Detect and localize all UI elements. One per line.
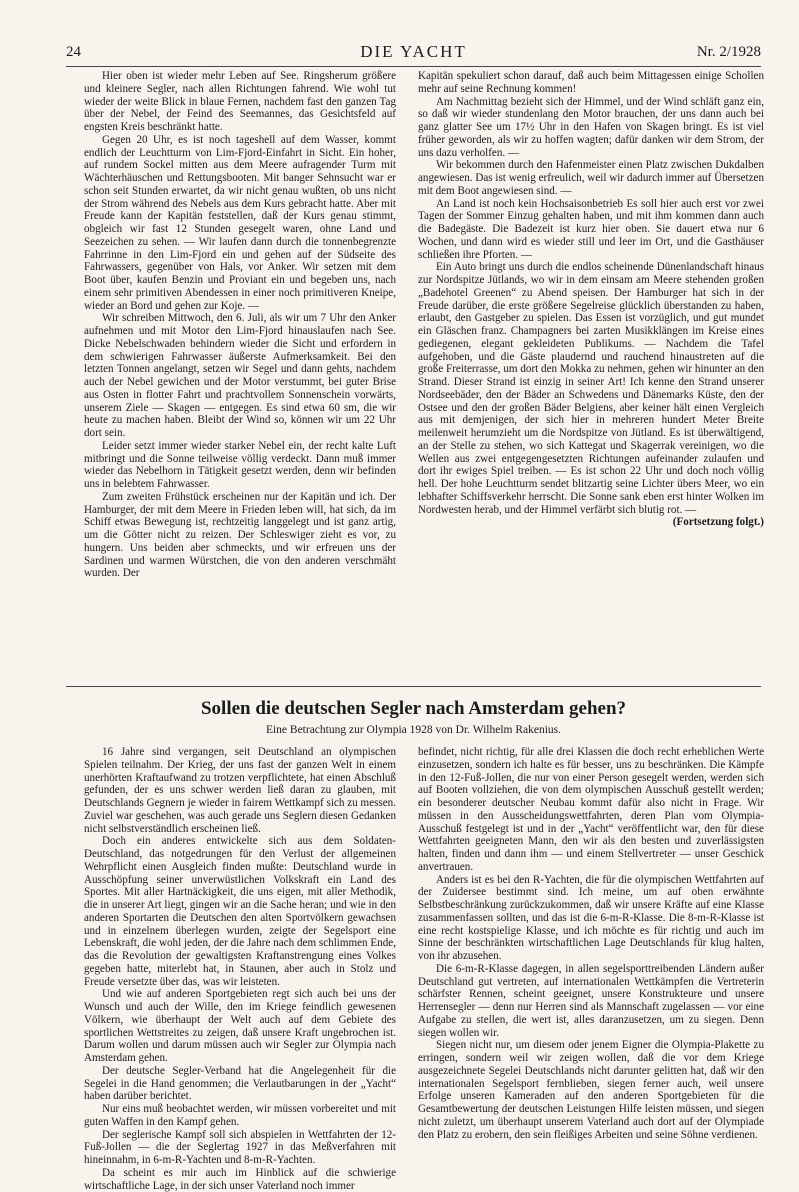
paragraph: Da scheint es mir auch im Hinblick auf die schwierige wirtschaftliche Lage, in der sich unser Vaterland noch immer bbox=[84, 1166, 396, 1192]
paragraph: Am Nachmittag bezieht sich der Himmel, und der Wind schläft ganz ein, so daß wir wieder stundenlang den Motor brauchen, der uns dann auch bei ganz glatter See um 17½ Uhr in den Hafen von Skagen bringt. Es ist viel früher geworden, als wir zu hoffen wagten; dafür danken wir dem Strom, der uns dazu verholfen. — bbox=[418, 95, 764, 159]
top-right-column bbox=[418, 70, 764, 676]
paragraph: Anders ist es bei den R-Yachten, die für die olympischen Wettfahrten auf der Zuidersee bestimmt sind. Ich meine, um auf oben erwähnte Selbstbeschränkung zurückzukommen, daß wir unsere Kräfte auf eine Klasse zusammenfassen sollten, und das ist die 6-m-R-Klasse. Die 8-m-R-Klasse ist eine recht kostspielige Klasse, und ich möchte es für richtig und auch im Sinne der beschränkten wirtschaftlichen Lage Deutschlands für klug halten, von ihr abzusehen. bbox=[418, 873, 764, 962]
header-rule bbox=[66, 66, 761, 67]
paragraph: befindet, nicht richtig, für alle drei Klassen die doch recht erheblichen Werte einzusetzen, sondern ich halte es für besser, uns zu beschränken. Die Kämpfe in den 12-Fuß-Jollen, die nur von einer Person gesegelt werden, werden sich auf Booten vollziehen, die von dem olympischen Ausschuß gestellt werden; ein besonderer deutscher Neubau kommt dafür also nicht in Frage. Wir müssen in den Ausscheidungswettfahrten, deren Plan vom Olympia-Ausschuß festgelegt ist und in der „Yacht“ veröffentlicht war, den für diese Wettfahrten geeigneten Mann, den wir als den besten und zuverlässigsten halten, finden und dann ihm — und einem Stellvertreter — unser Geschick anvertrauen. bbox=[418, 746, 764, 873]
paragraph: Leider setzt immer wieder starker Nebel ein, der recht kalte Luft mitbringt und die Sonne teilweise völlig verdeckt. Dann muß immer wieder das Nebelhorn in Tätigkeit gesetzt werden, denn wir befinden uns in belebtem Fahrwasser. bbox=[84, 439, 396, 490]
article-subtitle: Eine Betrachtung zur Olympia 1928 von Dr. Wilhelm Rakenius. bbox=[265, 724, 562, 736]
paragraph: Wir bekommen durch den Hafenmeister einen Platz zwischen Dukdalben angewiesen. Das ist wenig erfreulich, weil wir dadurch immer auf Übersetzen mit dem Boot angewiesen sind. — bbox=[418, 159, 764, 197]
bottom-right-column bbox=[418, 746, 764, 1141]
page-number: 24 bbox=[66, 44, 81, 60]
page-header bbox=[66, 40, 761, 66]
paragraph: Gegen 20 Uhr, es ist noch tageshell auf dem Wasser, kommt endlich der Leuchtturm von Lim-Fjord-Einfahrt in Sicht. Ein hoher, auf rundem Sockel mitten aus dem Meere aufragender Turm mit Wächterhäuschen und Rettungsbooten. Mit banger Sehnsucht war er schon seit Stunden erwartet, da wir nicht genau wußten, ob uns nicht der Strom während des Nebels aus dem Kurs gebracht hatte. Aber mit Freude kann der Kapitän feststellen, daß der Kurs genau stimmt, obgleich wir fast 12 Stunden gesegelt waren, ohne Land und Seezeichen zu sehen. — Wir laufen dann durch die tonnenbegrenzte Fahrrinne in den Lim-Fjord ein und gehen auf der Südseite des Fahrwassers, gegenüber von Hals, vor Anker. Wir setzen mit dem Boot über, kaufen Benzin und Proviant ein und begeben uns, nach einem sehr primitiven Abendessen in einer noch primitiveren Kneipe, wieder an Bord und gehen zur Koje. — bbox=[84, 133, 396, 312]
paragraph: Zum zweiten Frühstück erscheinen nur der Kapitän und ich. Der Hamburger, der mit dem Meere in Frieden leben will, hat sich, da im Schiff etwas Bewegung ist, rechtzeitig langgelegt und ist ganz artig, um die Götter nicht zu reizen. Der Schleswiger zieht es vor, zu hungern. Uns beiden aber schmeckts, und wir erfreuen uns der Sardinen und warmen Würstchen, die von den anderen verschmäht wurden. Der bbox=[84, 490, 396, 580]
continuation-note: (Fortsetzung folgt.) bbox=[672, 516, 764, 529]
paragraph: Der seglerische Kampf soll sich abspielen in Wettfahrten der 12-Fuß-Jollen — die der Seglertag 1927 in das Meßverfahren mit hineinnahm, in 6-m-R-Yachten und 8-m-R-Yachten. bbox=[84, 1128, 396, 1166]
paragraph: Die 6-m-R-Klasse dagegen, in allen segelsporttreibenden Ländern außer Deutschland gut vertreten, auf internationalen Wettkämpfen die Vertreterin schärfster Rennen, scheint geeignet, unsere Konstrukteure und unsere Herrensegler — denn nur Herren sind als Mannschaft zugelassen — vor eine Aufgabe zu stellen, die wert ist, alles daranzusetzen, um zu siegen. Denn siegen wollen wir. bbox=[418, 962, 764, 1039]
paragraph: Der deutsche Segler-Verband hat die Angelegenheit für die Segelei in die Hand genommen; die Verlautbarungen in der „Yacht“ haben darüber berichtet. bbox=[84, 1064, 396, 1103]
paragraph: Hier oben ist wieder mehr Leben auf See. Ringsherum größere und kleinere Segler, nach allen Richtungen fahrend. Wie wohl tut wieder der weite Blick in blaue Fernen, nachdem fast den ganzen Tag über der Nebel, der Feind des Seemannes, das Gesichtsfeld auf engsten Kreis beschränkt hatte. bbox=[84, 70, 396, 133]
paragraph: Ein Auto bringt uns durch die endlos scheinende Dünenlandschaft hinaus zur Nordspitze Jütlands, wo wir in dem einsam am Meere stehenden großen „Badehotel Greenen“ zu Abend speisen. Der Hamburger hat sich in der Freude darüber, die erste größere Segelreise glücklich überstanden zu haben, erlaubt, den Gastgeber zu spielen. Das Essen ist vorzüglich, und gut mundet ein Gläschen franz. Champagners bei zarten Musikklängen im Kreise eines gediegenen, elegant gekleideten Publikums. — Nachdem die Tafel aufgehoben, und die Gäste plaudernd und rauchend hinaustreten auf die große Freiterrasse, um dort den Mokka zu nehmen, gehen wir hinunter an den Strand. Dieser Strand ist einzig in seiner Art! Ich kenne den Strand unserer Nordseebäder, den der Bäder an Schwedens und Dänemarks Küste, den der Ostsee und den der großen Bäder Belgiens, aber keiner hält einen Vergleich aus mit demjenigen, der sich hier in mehreren hundert Meter Breite meilenweit herumzieht um die Nordspitze von Jütland. Es ist überwältigend, an der Stelle zu stehen, wo sich Kattegat und Skagerrak vereinigen, wo die Wellen aus zwei entgegengesetzten Richtungen aufeinander zulaufen und dort ihr ewiges Spiel treiben. — Es ist schon 22 Uhr und doch noch völlig hell. Der hohe Leuchtturm sendet blitzartig seine Lichter übers Meer, wo ein lebhafter Schiffsverkehr herrscht. Die Sonne sank eben erst hinter Wolken im Nordwesten herab, und der Himmel verfärbt sich blutig rot. — bbox=[418, 261, 764, 516]
magazine-title: DIE YACHT bbox=[360, 42, 467, 61]
paragraph: Siegen nicht nur, um diesem oder jenem Eigner die Olympia-Plakette zu erringen, sondern weil wir zeigen wollen, daß die vor dem Kriege ausgezeichnete Segelei Deutschlands nicht darunter gelitten hat, daß wir den internationalen Segelsport fernblieben, siegen ferner auch, weil unsere Erfolge unseren Kameraden auf den anderen Sportgebieten für die Gesamtbewertung der deutschen Leistungen Hilfe leisten müssen, und siegen nicht zuletzt, um überhaupt unserem Vaterland auch dort auf der Olympiade den Platz zu erobern, den sein fleißiges Arbeiten und seine Söhne verdienen. bbox=[418, 1039, 764, 1141]
section-rule bbox=[66, 686, 761, 687]
paragraph: Doch ein anderes entwickelte sich aus dem Soldaten-Deutschland, das notgedrungen für den Verlust der allgemeinen Wehrpflicht einen Ausgleich finden mußte: Deutschland wurde in Ausschöpfung seiner unverwüstlichen Volkskraft ein Land des Sportes. Mit aller Hartnäckigkeit, die uns eigen, mit aller Methodik, die in unserer Art liegt, gingen wir an die Sache heran; und wie in den anderen Sportarten die Deutschen den alten Sportvölkern gewachsen und in einzelnem überlegen wurden, zeigte der Segelsport eine Lebenskraft, die wohl jeden, der die Jahre nach dem schlimmen Ende, das die Revolution der gewaltigsten Kraftanstrengung eines Volkes gegeben hatte, miterlebt hat, in Staunen, aber auch in Stolz und Freude versetzte über das, was wir leisteten. bbox=[84, 835, 396, 988]
issue-number: Nr. 2/1928 bbox=[696, 44, 761, 60]
paragraph: An Land ist noch kein Hochsaisonbetrieb Es soll hier auch erst vor zwei Tagen der Sommer Einzug gehalten haben, und mit ihm kommen dann auch die Badegäste. Die Badezeit ist kurz hier oben. Sie dauert etwa nur 6 Wochen, und dann wird es wieder still und leer im Ort, und die Gasthäuser schließen ihre Pforten. — bbox=[418, 197, 764, 261]
top-left-column bbox=[84, 70, 396, 676]
paragraph: Kapitän spekuliert schon darauf, daß auch beim Mittagessen einige Schollen mehr auf seine Rechnung kommen! bbox=[418, 70, 764, 95]
paragraph: Und wie auf anderen Sportgebieten regt sich auch bei uns der Wunsch und auch der Wille, den im Kriege feindlich gewesenen Völkern, wie überhaupt der Welt auch auf dem Gebiete des sportlichen Wettstreites zu zeigen, daß unsere Kraft ungebrochen ist. Darum wollen und darum müssen auch wir Segler zur Olympia nach Amsterdam gehen. bbox=[84, 988, 396, 1064]
paragraph: 16 Jahre sind vergangen, seit Deutschland an olympischen Spielen teilnahm. Der Krieg, der uns fast der ganzen Welt in einem unerhörten Kraftaufwand zu trotzen verpflichtete, hat einen Abschluß gefunden, der es uns schwer werden ließ daran zu glauben, mit Deutschlands Gegnern je wieder in fairem Wettkampf sich zu messen. Zuviel war geschehen, was auch gerade uns Seglern diesen Gedanken nicht selbstverständlich erscheinen ließ. bbox=[84, 746, 396, 835]
paragraph: Wir schreiben Mittwoch, den 6. Juli, als wir um 7 Uhr den Anker aufnehmen und mit Motor den Lim-Fjord hinauslaufen nach See. Dicke Nebelschwaden behindern wieder die Sicht und erfordern in dem schwierigen Fahrwasser äußerste Aufmerksamkeit. Bei den letzten Tonnen angelangt, setzen wir Segel und dann gehts, nachdem auch der Nebel gewichen und der Motor verstummt, bei guter Brise aus Osten in flotter Fahrt und prachtvollem Sonnenschein vorwärts, unserem Ziele — Skagen — entgegen. Es sind etwa 60 sm, die wir heute zu machen haben. Bleibt der Wind so, können wir um 22 Uhr dort sein. bbox=[84, 312, 396, 439]
bottom-left-column bbox=[84, 746, 396, 1192]
paragraph: Nur eins muß beobachtet werden, wir müssen vorbereitet und mit guten Waffen in den Kampf gehen. bbox=[84, 1103, 396, 1128]
article-title: Sollen die deutschen Segler nach Amsterdam gehen? bbox=[200, 698, 627, 719]
